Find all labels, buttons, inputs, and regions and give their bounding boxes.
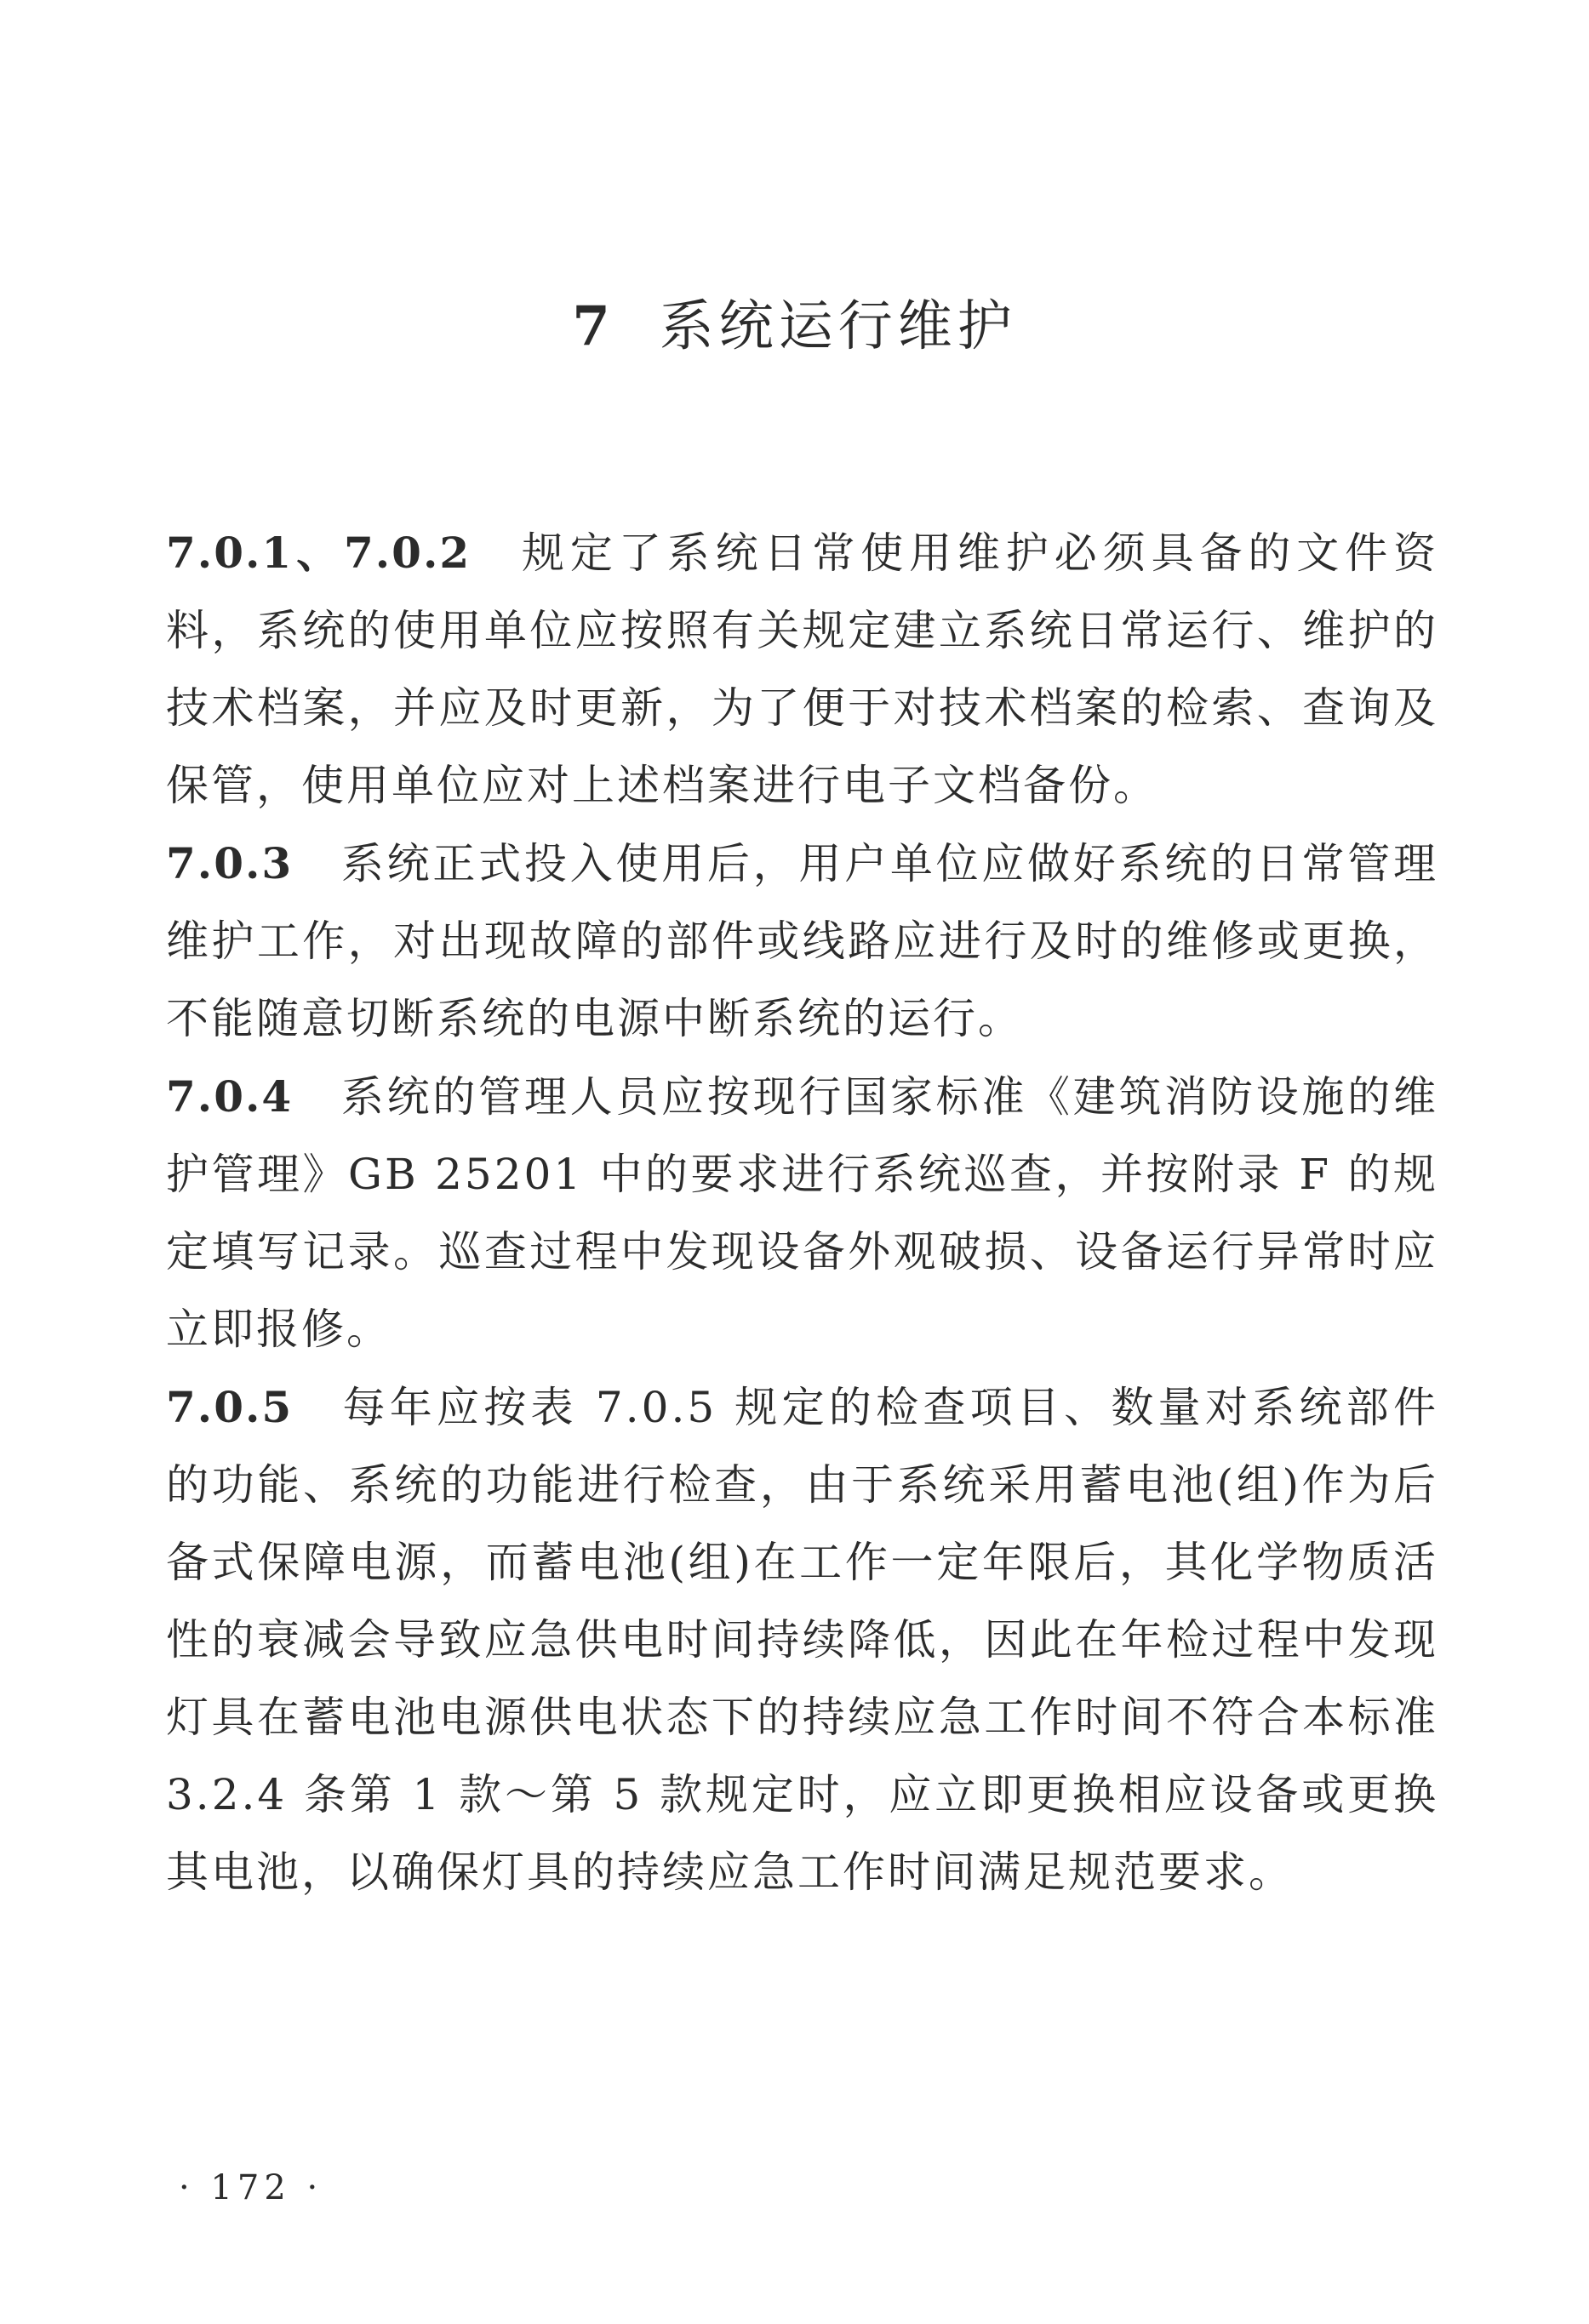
paragraph-text: 每年应按表 7.0.5 规定的检查项目、数量对系统部件的功能、系统的功能进行检查，由于系统采用蓄电池(组)作为后备式保障电源，而蓄电池(组)在工作一定年限后，其化学物质活性的衰减会导致应急供电时间持续降低，因此在年检过程中发现灯具在蓄电池电源供电状态下的持续应急工作时间不符合本标准 3.2.4 条第 1 款～第 5 款规定时，应立即更换相应设备或更换其电池，以确保灯具的持续应急工作时间满足规范要求。	[166, 1383, 1438, 1897]
page-number: · 172 ·	[179, 2168, 323, 2207]
paragraph-7-0-3	[166, 825, 1438, 1058]
chapter-title-text: 系统运行维护	[659, 295, 1017, 358]
chapter-title	[0, 294, 1589, 358]
body-text	[166, 514, 1438, 1911]
clause-number: 7.0.3	[166, 838, 294, 888]
clause-number: 7.0.4	[166, 1071, 294, 1122]
paragraph-text: 系统正式投入使用后，用户单位应做好系统的日常管理维护工作，对出现故障的部件或线路应进行及时的维修或更换，不能随意切断系统的电源中断系统的运行。	[166, 839, 1438, 1043]
paragraph-text: 系统的管理人员应按现行国家标准《建筑消防设施的维护管理》GB 25201 中的要求进行系统巡查，并按附录 F 的规定填写记录。巡查过程中发现设备外观破损、设备运行异常时应立即报修。	[166, 1072, 1438, 1354]
paragraph-text: 规定了系统日常使用维护必须具备的文件资料，系统的使用单位应按照有关规定建立系统日常运行、维护的技术档案，并应及时更新，为了便于对技术档案的检索、查询及保管，使用单位应对上述档案进行电子文档备份。	[166, 528, 1439, 810]
clause-number: 7.0.5	[166, 1382, 294, 1432]
paragraph-7-0-5	[166, 1368, 1438, 1911]
paragraph-7-0-4	[166, 1058, 1438, 1368]
clause-number: 7.0.1、7.0.2	[166, 528, 472, 578]
chapter-number: 7	[572, 294, 615, 358]
paragraph-7-0-1	[166, 514, 1438, 825]
